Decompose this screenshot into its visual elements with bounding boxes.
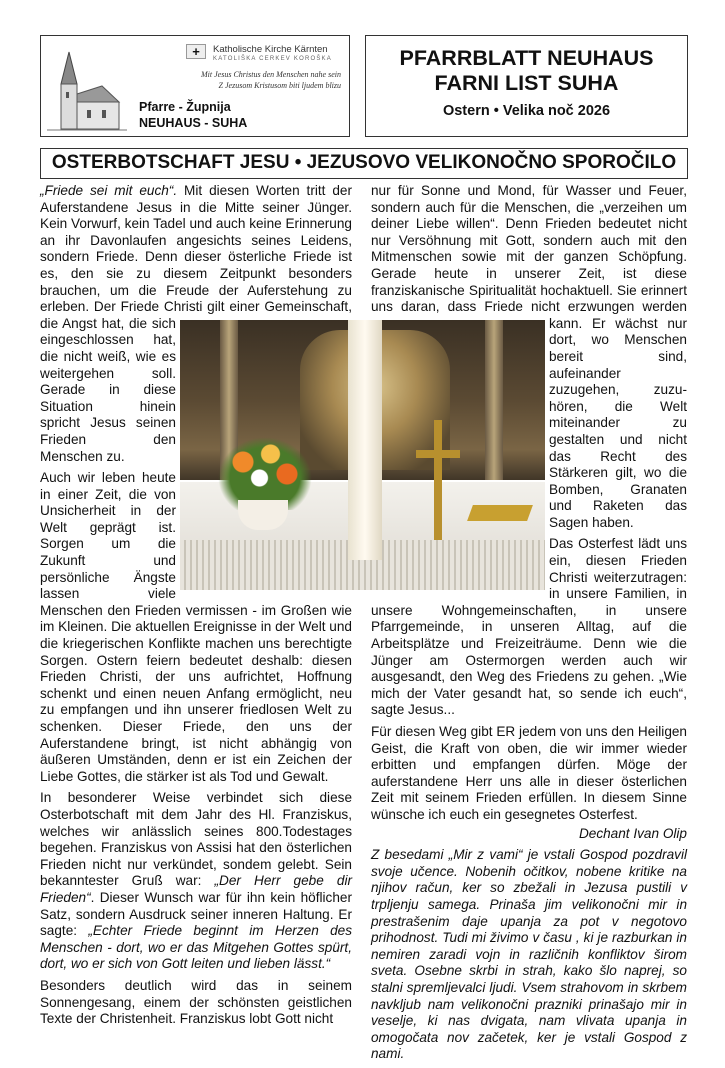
paragraph-text: . Dieser Wunsch war für ihn kein höflicher Satz, sondern Ausdruck seiner inneren Haltung. Er sagte:: [40, 889, 352, 939]
masthead-title-sl: FARNI LIST SUHA: [434, 71, 619, 95]
diocese-name-de: Katholische Kirche Kärnten: [213, 44, 328, 55]
paragraph: Für diesen Weg gibt ER jedem von uns den Heiligen Geist, die Kraft von oben, die wir immer wieder erbitten und empfangen dürfen. Möge der auferstandene Herr uns alle in dieser österlichen Zeit mit seinem Frieden erfüllen. In diesem Sinne wünsche ich euch ein gesegnetes Osterfest.: [371, 724, 687, 822]
masthead: [365, 35, 688, 137]
quote: „Echter Friede beginnt im Herzen des Menschen - dort, wo er das Mitgehen Gottes spürt, dort, wo er sich von Gott leiten und lieben lässt.“: [40, 923, 352, 972]
parish-label: Pfarre - Župnija: [139, 100, 231, 114]
paragraph: [40, 790, 352, 973]
article-title: OSTERBOTSCHAFT JESU • JEZUSOVO VELIKONOČNO SPOROČILO: [40, 148, 688, 179]
signature: Dechant Ivan Olip: [578, 825, 687, 841]
diocese-cross-icon: +: [186, 44, 206, 59]
church-drawing-icon: [47, 44, 127, 134]
parish-logo-box: [40, 35, 350, 137]
article-column-right: [371, 183, 687, 1068]
parish-name: NEUHAUS - SUHA: [139, 116, 248, 130]
motto-de: Mit Jesus Christus den Menschen nahe sein: [201, 70, 341, 79]
paragraph-text: Mit diesen Worten tritt der Auferstandene Jesus in die Mitte seiner Jünger. Kein Vorwurf, kein Tadel und auch keine Erinnerung an ihr Davonlaufen angesichts seines Leidens, sondern Friede. Denn dieser österliche Friede ist es, den sie zu diesem Zeitpunkt besonders brauchen, um die Freude der Auferstehung zu erleben. Der Friede Christi gilt einer Gemeinschaft, die Angst hat, die sich eingeschlossen hat, die nicht weiß, wie es weitergehen soll. Gerade in diese Situation hinein spricht Jesus seinen Frieden den Menschen zu.: [40, 183, 352, 464]
issue-label: Ostern • Velika noč 2026: [442, 103, 611, 119]
paragraph-text: In besonderer Weise verbindet sich diese Osterbotschaft mit dem Jahr des Hl. Franziskus, welches wir anlässlich seines 800.Todestages begehen. Franziskus von Assisi hat den österlichen Frieden nicht nur verkündet, sondem gelebt. Sein bekanntester Gruß war:: [40, 790, 352, 889]
paragraph: nur für Sonne und Mond, für Wasser und Feuer, sondern auch für die Menschen, die „verzeihen um deiner Liebe willen“. Denn Frieden bedeutet nicht nur Versöhnung mit Gott, sondern auch mit den Mitmenschen sowie mit der ganzen Schöpfung. Gerade heute in unserer Zeit, ist diese franziskanische Spiritualität hochaktuell. Sie erinnert uns daran, dass Friede nicht erzwungen werden kann. Er wächst nur dort, wo Menschen bereit sind, aufeinander zuzugehen, zuzuhören, die Welt miteinander zu gestalten und nicht das Recht des Stärkeren gilt, wo die Bomben, Granaten und Raketen das Sagen haben.: [371, 183, 687, 530]
diocese-name-sl: KATOLIŠKA CERKEV KOROŠKA: [213, 56, 332, 62]
quote: „Der Herr gebe dir Frieden“: [40, 873, 352, 905]
paragraph: Besonders deutlich wird das in seinem Sonnengesang, einem der schönsten geistlichen Texte der Christenheit. Franziskus lobt Gott nicht: [40, 977, 352, 1027]
quote: „Friede sei mit euch“.: [40, 183, 178, 198]
article-column-left: [40, 183, 352, 1033]
masthead-title-de: PFARRBLATT NEUHAUS: [399, 46, 654, 70]
motto-sl: Z Jezusom Kristusom biti ljudem blizu: [218, 81, 341, 90]
paragraph: Das Osterfest lädt uns ein, diesen Frieden Christi weiterzutragen: in unsere Familien, in unsere Wohngemeinschaften, in unsere Pfarrgemeinde, in unseren Alltag, auf die Arbeitsplätze und Freizeiträume. Denn wie die Jünger am Ostermorgen werden auch wir ausgesandt, den Weg des Friedens zu gehen. „Wie mich der Vater gesandt hat, so sende ich euch“, sagte Jesus...: [371, 536, 687, 718]
paragraph: Auch wir leben heute in einer Zeit, die von Unsicherheit in der Welt geprägt ist. Sorgen um die Zukunft und persönliche Ängste lassen viele Menschen den Frieden vermissen - im Großen wie im Kleinen. Die aktuellen Ereignisse in der Welt und die kriegerischen Konflikte machen uns berechtigte Sorgen. Ostern feiern bedeutet deshalb: diesen Frieden Christi, der uns aufrichtet, Hoffnung schenkt und einen neuen Anfang ermöglicht, neu zu empfangen und ihn unserer friedlosen Welt zu schenken. Dieser Friede, den uns der Auferstandene bringt, ist nicht abhängig von äußeren Umständen, denn er ist ein Zeichen der Liebe Gottes, die stärker ist als Tod und Gewalt.: [40, 470, 352, 784]
paragraph-slovenian: Z besedami „Mir z vami“ je vstali Gospod pozdravil svoje učence. Nobenih očitkov, nobene kritike na njihov račun, ker so zbežali in Jezusa pustili v trpljenju samega. Prinaša jim velikonočni mir in prestrašenim daje upanja za pot v negotovo prihodnost. Tudi mi živimo v času , ki je razburkan in nemiren zaradi vojn in različnih konfliktov širom sveta. Osebne skrbi in strah, kako šlo naprej, so stalni spremljevalci ljudi. Vsem strahovom in skrbem navkljub nam velikonočni prazniki prinašajo mir in veselje, ki nas dvigata, nam vlivata upanja in omogočata nov začetek, ker je vstali Gospod z nami.: [371, 847, 687, 1062]
